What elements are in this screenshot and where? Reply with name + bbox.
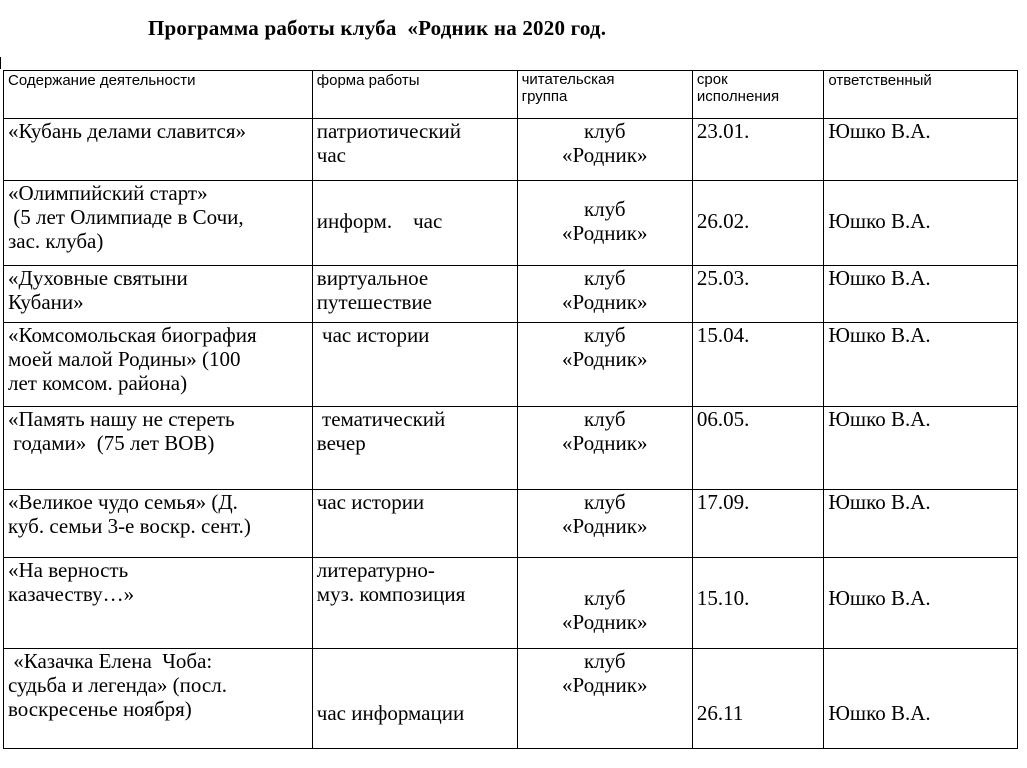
cell-form xyxy=(312,266,517,323)
cell-group-line: клуб xyxy=(583,119,626,143)
cell-form xyxy=(312,181,517,266)
cell-resp xyxy=(824,323,1018,407)
cell-resp xyxy=(824,490,1018,558)
cell-content-line: «Кубань делами славится» xyxy=(8,119,246,143)
cell-content-line: казачеству…» xyxy=(8,582,135,606)
cell-date-text: 23.01. xyxy=(696,119,750,143)
program-table xyxy=(3,70,1018,749)
cell-content-line: лет комсом. района) xyxy=(8,371,188,395)
cell-date-text: 26.02. xyxy=(696,209,750,233)
cell-date-text: 17.09. xyxy=(696,490,750,514)
cell-group-line: «Родник» xyxy=(562,347,648,371)
cell-form xyxy=(312,649,517,749)
cell-form-line: муз. композиция xyxy=(316,582,466,606)
margin-mark xyxy=(0,57,1,69)
cell-content xyxy=(4,181,313,266)
cell-group-line: клуб xyxy=(583,407,626,431)
cell-date-text: 15.10. xyxy=(696,586,750,610)
page-title: Программа работы клуба «Родник на 2020 год. xyxy=(148,16,607,40)
cell-group xyxy=(517,490,692,558)
cell-content xyxy=(4,266,313,323)
cell-content xyxy=(4,649,313,749)
header-resp-text: ответственный xyxy=(828,72,932,89)
cell-group-line: клуб xyxy=(583,586,626,610)
cell-date xyxy=(692,119,823,181)
cell-group-line: «Родник» xyxy=(562,221,648,245)
cell-date xyxy=(692,558,823,649)
cell-form-line: час истории xyxy=(316,323,430,347)
cell-group-line: клуб xyxy=(583,490,626,514)
cell-form-line: путешествие xyxy=(316,290,433,314)
cell-content-line: Кубани» xyxy=(8,290,84,314)
cell-form xyxy=(312,119,517,181)
cell-content-line: «Великое чудо семья» (Д. xyxy=(8,490,238,514)
cell-form-line: час информации xyxy=(316,701,465,725)
cell-group-line: «Родник» xyxy=(562,143,648,167)
cell-content xyxy=(4,323,313,407)
cell-resp-text: Юшко В.А. xyxy=(828,209,931,233)
cell-content xyxy=(4,490,313,558)
cell-resp-text: Юшко В.А. xyxy=(828,586,931,610)
cell-form-line: виртуальное xyxy=(316,266,429,290)
cell-resp-text: Юшко В.А. xyxy=(828,701,931,725)
cell-group-line: «Родник» xyxy=(562,514,648,538)
cell-group xyxy=(517,266,692,323)
cell-group xyxy=(517,558,692,649)
cell-date xyxy=(692,323,823,407)
cell-resp xyxy=(824,649,1018,749)
header-content xyxy=(4,71,313,119)
table-row xyxy=(4,266,1018,323)
cell-resp-text: Юшко В.А. xyxy=(828,323,931,347)
cell-content-line: «На верность xyxy=(8,558,129,582)
cell-date-text: 25.03. xyxy=(696,266,750,290)
table-row xyxy=(4,119,1018,181)
cell-date xyxy=(692,649,823,749)
cell-group-line: клуб xyxy=(583,266,626,290)
cell-resp xyxy=(824,407,1018,490)
header-content-text: Содержание деятельности xyxy=(8,72,196,89)
cell-content-line: воскресенье ноября) xyxy=(8,697,192,721)
cell-group-line: «Родник» xyxy=(562,290,648,314)
cell-date-text: 15.04. xyxy=(696,323,750,347)
cell-group xyxy=(517,119,692,181)
cell-group-line: «Родник» xyxy=(562,610,648,634)
cell-content xyxy=(4,407,313,490)
cell-group xyxy=(517,181,692,266)
header-date-line-1: срок xyxy=(696,71,728,88)
cell-content-line: «Казачка Елена Чоба: xyxy=(8,649,213,673)
cell-content-line: «Комсомольская биография xyxy=(8,323,257,347)
cell-group xyxy=(517,649,692,749)
cell-content-line: моей малой Родины» (100 xyxy=(8,347,241,371)
header-form xyxy=(312,71,517,119)
cell-group-line: «Родник» xyxy=(562,431,648,455)
table-row xyxy=(4,558,1018,649)
cell-group xyxy=(517,407,692,490)
cell-form xyxy=(312,407,517,490)
cell-content xyxy=(4,119,313,181)
cell-date xyxy=(692,181,823,266)
cell-form-line: тематический xyxy=(316,407,446,431)
cell-resp-text: Юшко В.А. xyxy=(828,490,931,514)
header-form-text: форма работы xyxy=(316,72,420,89)
cell-resp xyxy=(824,119,1018,181)
cell-group-line: клуб xyxy=(583,197,626,221)
cell-date-text: 26.11 xyxy=(696,701,744,725)
cell-resp-text: Юшко В.А. xyxy=(828,407,931,431)
cell-resp-text: Юшко В.А. xyxy=(828,266,931,290)
cell-form-line: час истории xyxy=(316,490,425,514)
cell-content-line: судьба и легенда» (посл. xyxy=(8,673,227,697)
header-date xyxy=(692,71,823,119)
cell-content-line: «Духовные святыни xyxy=(8,266,188,290)
table-row xyxy=(4,181,1018,266)
cell-group xyxy=(517,323,692,407)
cell-resp xyxy=(824,266,1018,323)
table-row xyxy=(4,649,1018,749)
cell-content xyxy=(4,558,313,649)
cell-date xyxy=(692,490,823,558)
cell-group-line: клуб xyxy=(583,649,626,673)
header-resp xyxy=(824,71,1018,119)
cell-form xyxy=(312,558,517,649)
cell-content-line: «Память нашу не стереть xyxy=(8,407,235,431)
cell-form xyxy=(312,323,517,407)
cell-content-line: «Олимпийский старт» xyxy=(8,181,208,205)
header-date-line-2: исполнения xyxy=(696,88,780,105)
cell-content-line: куб. семьи 3-е воскр. сент.) xyxy=(8,514,251,538)
cell-resp-text: Юшко В.А. xyxy=(828,119,931,143)
cell-form xyxy=(312,490,517,558)
cell-form-line: патриотический xyxy=(316,119,462,143)
cell-date xyxy=(692,266,823,323)
table-row xyxy=(4,490,1018,558)
cell-date xyxy=(692,407,823,490)
cell-group-line: «Родник» xyxy=(562,673,648,697)
cell-content-line: зас. клуба) xyxy=(8,229,104,253)
table-header xyxy=(4,71,1018,119)
cell-content-line: (5 лет Олимпиаде в Сочи, xyxy=(8,205,244,229)
header-group xyxy=(517,71,692,119)
cell-group-line: клуб xyxy=(583,323,626,347)
cell-content-line: годами» (75 лет ВОВ) xyxy=(8,431,215,455)
header-group-line-1: читательская xyxy=(521,71,615,88)
cell-resp xyxy=(824,181,1018,266)
cell-form-line: информ. час xyxy=(316,209,443,233)
cell-date-text: 06.05. xyxy=(696,407,750,431)
cell-resp xyxy=(824,558,1018,649)
cell-form-line: литературно- xyxy=(316,558,435,582)
table-row xyxy=(4,407,1018,490)
cell-form-line: час xyxy=(316,143,346,167)
table-row xyxy=(4,323,1018,407)
header-group-line-2: группа xyxy=(521,88,568,105)
cell-form-line: вечер xyxy=(316,431,366,455)
